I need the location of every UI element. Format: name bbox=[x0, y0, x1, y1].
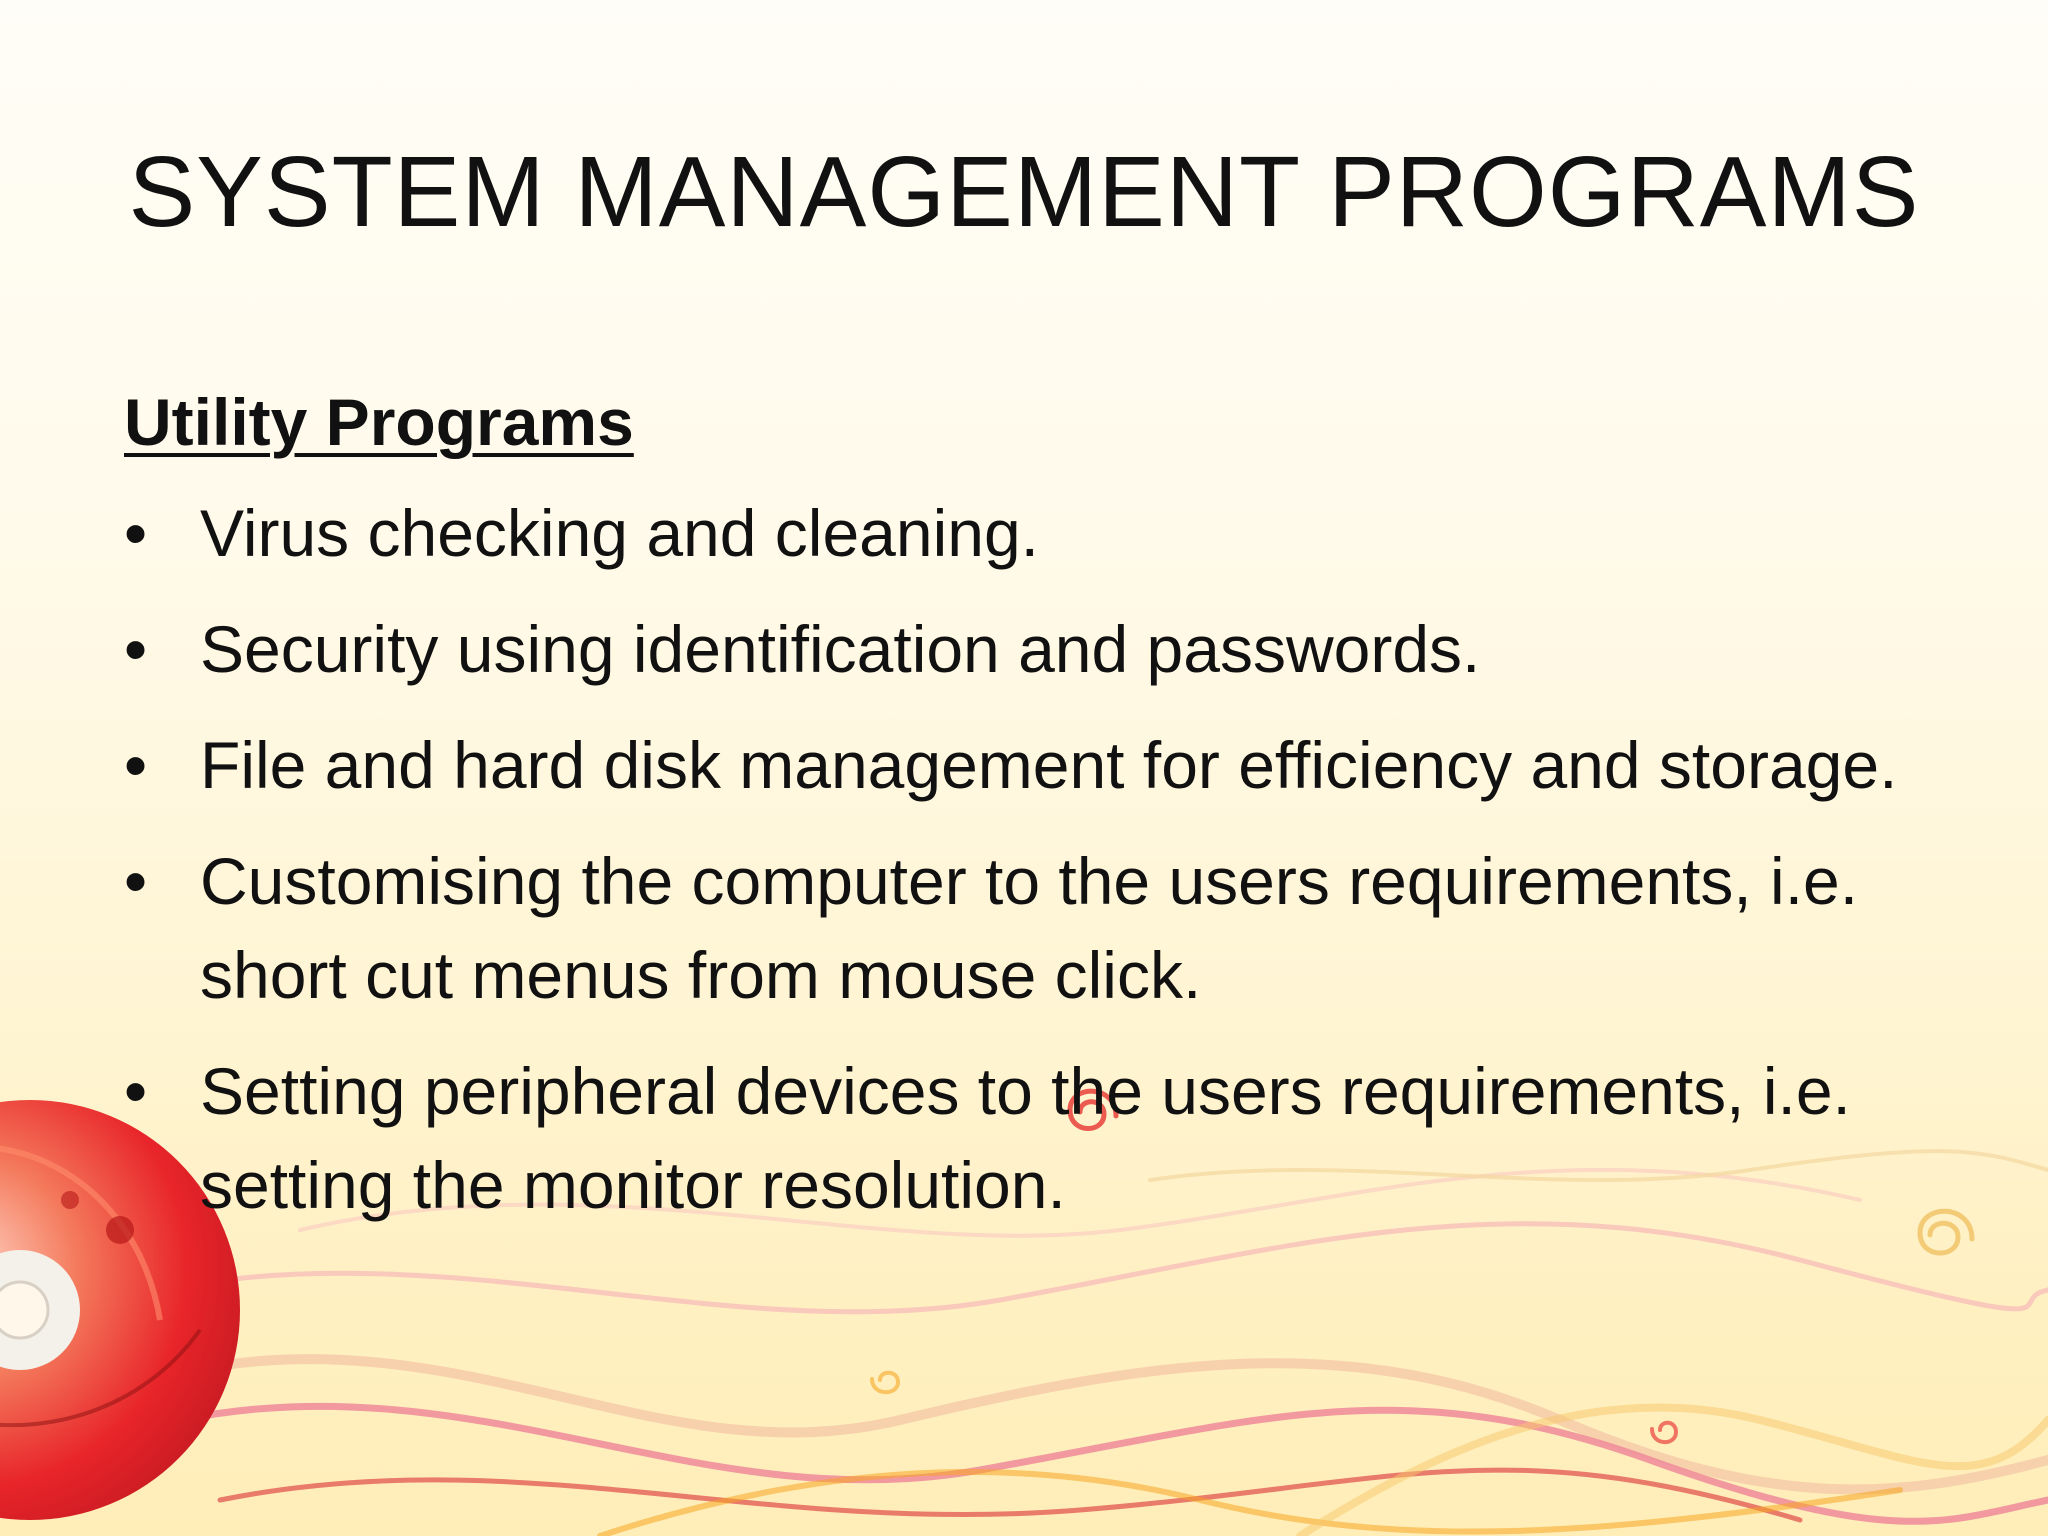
list-item bbox=[124, 718, 1924, 812]
bullet-marker: • bbox=[124, 612, 148, 686]
bullet-marker: • bbox=[124, 496, 148, 570]
bullet-text: Setting peripheral devices to the users requirements, i.e. setting the monitor resolution. bbox=[200, 1054, 1851, 1222]
bullet-marker: • bbox=[124, 728, 148, 802]
list-item bbox=[124, 486, 1924, 580]
bullet-text: Virus checking and cleaning. bbox=[200, 496, 1039, 570]
bullet-list bbox=[124, 486, 1924, 1232]
list-item bbox=[124, 834, 1924, 1022]
bullet-text: File and hard disk management for efficiency and storage. bbox=[200, 728, 1898, 802]
bullet-text: Customising the computer to the users requirements, i.e. short cut menus from mouse click. bbox=[200, 844, 1859, 1012]
slide-body bbox=[124, 380, 1924, 1232]
bullet-text: Security using identification and passwords. bbox=[200, 612, 1481, 686]
bullet-marker: • bbox=[124, 1054, 148, 1128]
bullet-marker: • bbox=[124, 844, 148, 918]
slide-title: SYSTEM MANAGEMENT PROGRAMS bbox=[128, 136, 1920, 248]
list-item bbox=[124, 1044, 1924, 1232]
list-item bbox=[124, 602, 1924, 696]
section-heading: Utility Programs bbox=[124, 385, 634, 459]
